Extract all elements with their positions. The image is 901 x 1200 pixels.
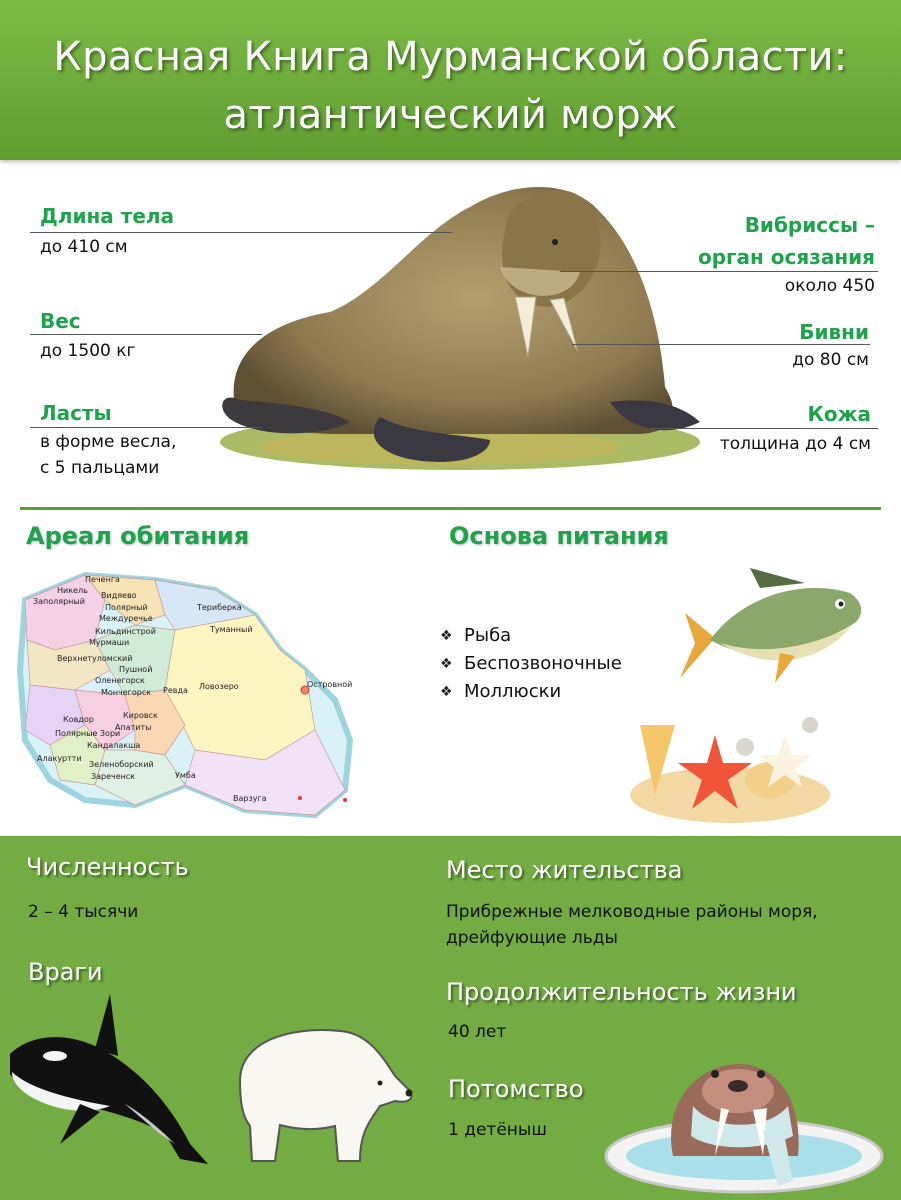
flippers-value-line2: с 5 пальцами: [40, 458, 160, 478]
offspring-title: Потомство: [448, 1075, 584, 1103]
residence-value-line1: Прибрежные мелководные районы моря,: [446, 902, 818, 922]
flippers-rule: [30, 427, 262, 428]
svg-text:Туманный: Туманный: [210, 625, 253, 634]
polar-bear-illustration: [220, 1021, 415, 1171]
svg-text:Ковдор: Ковдор: [63, 715, 94, 724]
page-title-line1: Красная Книга Мурманской области:: [53, 34, 848, 80]
food-item-label: Моллюски: [464, 681, 562, 702]
page-title-line2: атлантический морж: [223, 92, 678, 138]
svg-text:Умба: Умба: [175, 771, 196, 780]
vibrissae-rule: [560, 271, 878, 272]
section-divider: [20, 507, 881, 510]
weight-value: до 1500 кг: [40, 341, 136, 361]
residence-title: Место жительства: [446, 856, 683, 884]
skin-rule: [650, 428, 878, 429]
residence-value-line2: дрейфующие льды: [446, 928, 618, 948]
svg-text:Мончегорск: Мончегорск: [101, 688, 152, 697]
flippers-title: Ласты: [40, 401, 112, 425]
fish-illustration: [680, 568, 870, 693]
length-rule: [30, 232, 452, 233]
walrus-illustration: [210, 172, 710, 477]
svg-text:Кандалакша: Кандалакша: [87, 741, 141, 750]
walrus-cartoon-illustration: [603, 1046, 885, 1196]
murmansk-region-map: [15, 560, 365, 830]
skin-title: Кожа: [807, 402, 871, 426]
weight-rule: [30, 334, 262, 335]
diamond-bullet-icon: ❖: [440, 628, 453, 644]
weight-title: Вес: [40, 309, 81, 333]
length-title: Длина тела: [40, 204, 175, 228]
vibrissae-title-line2: орган осязания: [697, 245, 875, 269]
diamond-bullet-icon: ❖: [440, 684, 453, 700]
svg-text:Мурмаши: Мурмаши: [89, 638, 130, 647]
svg-text:Междуречье: Междуречье: [99, 614, 153, 623]
length-value: до 410 см: [40, 237, 128, 257]
tusks-rule: [572, 344, 870, 345]
svg-text:Алакуртти: Алакуртти: [37, 754, 82, 763]
svg-text:Апатиты: Апатиты: [115, 723, 152, 732]
tusks-value: до 80 см: [792, 350, 869, 370]
food-title: Основа питания: [449, 522, 669, 550]
svg-text:Никель: Никель: [57, 586, 88, 595]
svg-text:Кильдинстрой: Кильдинстрой: [95, 627, 156, 636]
svg-text:Печенга: Печенга: [85, 575, 120, 584]
vibrissae-value: около 450: [784, 276, 875, 296]
lifespan-title: Продолжительность жизни: [446, 978, 797, 1006]
svg-text:Ловозеро: Ловозеро: [199, 682, 239, 691]
header-banner: [0, 0, 901, 160]
svg-text:Островной: Островной: [307, 680, 353, 689]
skin-value: толщина до 4 см: [719, 434, 871, 454]
bottom-panel: [0, 836, 901, 1200]
svg-text:Зеленоборский: Зеленоборский: [89, 760, 154, 769]
svg-text:Видяево: Видяево: [101, 591, 137, 600]
svg-text:Варзуга: Варзуга: [233, 794, 267, 803]
vibrissae-title-line1: Вибриссы –: [744, 213, 875, 237]
flippers-value-line1: в форме весла,: [40, 432, 177, 452]
svg-text:Полярные Зори: Полярные Зори: [55, 729, 121, 738]
svg-text:Териберка: Териберка: [197, 603, 242, 612]
diamond-bullet-icon: ❖: [440, 656, 453, 672]
habitat-title: Ареал обитания: [26, 522, 250, 550]
enemies-title: Враги: [28, 958, 103, 986]
list-item: [440, 622, 622, 650]
lifespan-value: 40 лет: [448, 1022, 507, 1042]
tusks-title: Бивни: [799, 320, 869, 344]
list-item: [440, 678, 622, 706]
orca-illustration: [0, 994, 215, 1174]
svg-text:Заполярный: Заполярный: [33, 597, 85, 606]
svg-text:Полярный: Полярный: [105, 603, 148, 612]
food-item-label: Рыба: [464, 625, 512, 646]
population-title: Численность: [26, 853, 189, 881]
svg-text:Зареченск: Зареченск: [91, 772, 136, 781]
svg-text:Верхнетуломский: Верхнетуломский: [57, 654, 133, 663]
svg-text:Пушной: Пушной: [119, 665, 153, 674]
food-item-label: Беспозвоночные: [464, 653, 622, 674]
food-list: [440, 622, 622, 706]
list-item: [440, 650, 622, 678]
population-value: 2 – 4 тысячи: [28, 902, 139, 922]
offspring-value: 1 детёныш: [448, 1120, 547, 1140]
svg-text:Ревда: Ревда: [163, 686, 188, 695]
svg-text:Оленегорск: Оленегорск: [95, 676, 145, 685]
svg-text:Кировск: Кировск: [123, 711, 158, 720]
shells-illustration: [620, 685, 835, 830]
